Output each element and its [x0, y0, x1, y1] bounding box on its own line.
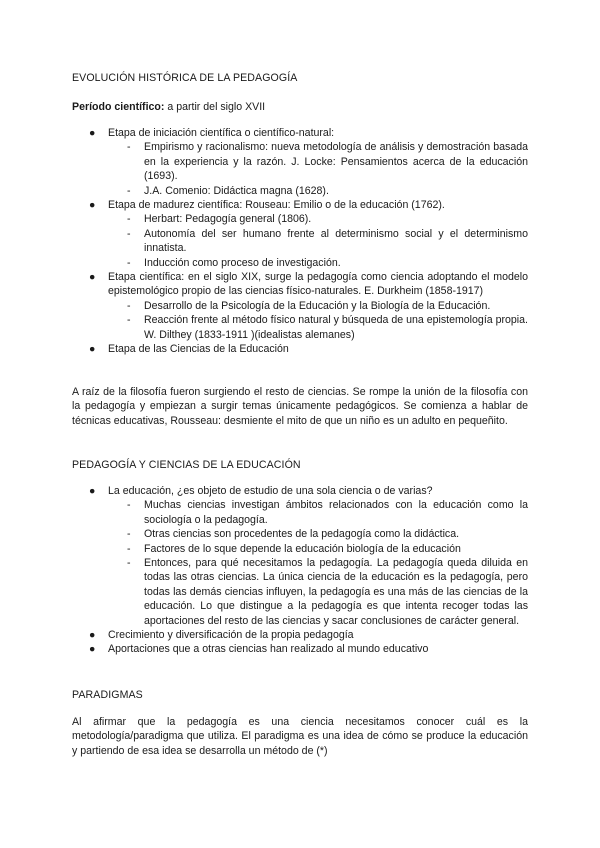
sub-list	[108, 212, 528, 270]
sub-list-item-text: Desarrollo de la Psicología de la Educación y la Biología de la Educación.	[144, 299, 491, 312]
dash-icon: -	[127, 227, 131, 240]
section1-list	[72, 126, 528, 357]
sub-list-item-text: Herbart: Pedagogía general (1806).	[144, 213, 312, 226]
paragraph-2: Al afirmar que la pedagogía es una ciencia necesitamos conocer cuál es la metodología/paradigma que utiliza. El paradigma es una idea de cómo se produce la educación y partiendo de esa idea se desarrolla un método de (*)	[72, 716, 528, 757]
sub-list-item	[108, 542, 528, 556]
dash-icon: -	[127, 141, 131, 154]
bullet-icon: ●	[89, 629, 96, 642]
period-text: a partir del siglo XVII	[164, 101, 266, 113]
list-item	[72, 628, 528, 642]
sub-list-item-text: Empirismo y racionalismo: nueva metodología de análisis y demostración basada en la experiencia y la razón. J. Locke: Pensamientos acerca de la educación (1693).	[144, 141, 528, 183]
sub-list-item	[108, 556, 528, 628]
list-item	[72, 642, 528, 656]
sub-list-item	[108, 227, 528, 256]
dash-icon: -	[127, 314, 131, 327]
dash-icon: -	[127, 499, 131, 512]
sub-list-item-text: Otras ciencias son procedentes de la pedagogía como la didáctica.	[144, 528, 460, 541]
sub-list-item-text: Autonomía del ser humano frente al determinismo social y el determinismo innatista.	[144, 227, 528, 255]
sub-list-item	[108, 140, 528, 183]
dash-icon: -	[127, 213, 131, 226]
bullet-icon: ●	[89, 199, 96, 212]
list-item-text: Aportaciones que a otras ciencias han realizado al mundo educativo	[108, 643, 429, 656]
sub-list-item	[108, 212, 528, 226]
sub-list-item-text: Muchas ciencias investigan ámbitos relacionados con la educación como la sociología o la pedagogía.	[144, 499, 528, 526]
heading-paradigmas: PARADIGMAS	[72, 689, 143, 701]
sub-list	[108, 299, 528, 342]
list-item	[72, 342, 528, 356]
list-item-text: Etapa científica: en el siglo XIX, surge la pedagogía como ciencia adoptando el modelo epistemológico propio de las ciencias físico-naturales. E. Durkheim (1858-1917)	[108, 271, 528, 298]
sub-list	[108, 498, 528, 628]
sub-list-item-text: J.A. Comenio: Didáctica magna (1628).	[144, 184, 329, 197]
dash-icon: -	[127, 256, 131, 269]
sub-list-item	[108, 527, 528, 541]
list-item-text: La educación, ¿es objeto de estudio de una sola ciencia o de varias?	[108, 485, 433, 497]
sub-list	[108, 140, 528, 198]
dash-icon: -	[127, 542, 131, 555]
section2-list	[72, 484, 528, 657]
sub-list-item	[108, 184, 528, 198]
dash-icon: -	[127, 528, 131, 541]
sub-list-item	[108, 299, 528, 313]
heading-pedagogia-ciencias: PEDAGOGÍA Y CIENCIAS DE LA EDUCACIÓN	[72, 459, 301, 471]
dash-icon: -	[127, 299, 131, 312]
list-item	[72, 198, 528, 270]
sub-list-item-text: Entonces, para qué necesitamos la pedagogía. La pedagogía queda diluida en todas las otras ciencias. La única ciencia de la educación es la pedagogía, pero todas las demás ciencias influyen, la pedagogía es una más de las ciencias de la educación. Lo que distingue a la pedagogía es que intenta recoger todas las aportaciones del resto de las ciencias y sacar conclusiones de carácter general.	[144, 557, 528, 627]
list-item-text: Etapa de las Ciencias de la Educación	[108, 343, 289, 356]
bullet-icon: ●	[89, 127, 96, 139]
sub-list-item-text: Inducción como proceso de investigación.	[144, 256, 341, 269]
bullet-icon: ●	[89, 485, 96, 497]
list-item-text: Crecimiento y diversificación de la propia pedagogía	[108, 629, 354, 642]
list-item	[72, 270, 528, 342]
sub-list-item	[108, 498, 528, 527]
sub-list-item-text: Reacción frente al método físico natural y búsqueda de una epistemología propia. W. Dilthey (1833-1911 )(idealistas alemanes)	[144, 314, 528, 341]
period-label: Período científico:	[72, 101, 165, 113]
bullet-icon: ●	[89, 643, 96, 656]
title-heading: EVOLUCIÓN HISTÓRICA DE LA PEDAGOGÍA	[72, 72, 298, 84]
dash-icon: -	[127, 557, 131, 570]
sub-list-item	[108, 313, 528, 342]
period-line	[72, 100, 528, 114]
bullet-icon: ●	[89, 343, 96, 356]
paragraph-1: A raíz de la filosofía fueron surgiendo el resto de ciencias. Se rompe la unión de la filosofía con la pedagogía y empiezan a surgir temas únicamente pedagógicos. Se comienza a hablar de técnicas educativas, Rousseau: desmiente el mito de que un niño es un adulto en pequeñito.	[72, 386, 528, 427]
list-item-text: Etapa de madurez científica: Rouseau: Emilio o de la educación (1762).	[108, 199, 445, 212]
bullet-icon: ●	[89, 271, 96, 284]
sub-list-item	[108, 256, 528, 270]
sub-list-item-text: Factores de lo sque depende la educación biología de la educación	[144, 542, 461, 555]
list-item	[72, 484, 528, 628]
list-item-text: Etapa de iniciación científica o científico-natural:	[108, 127, 335, 139]
dash-icon: -	[127, 184, 131, 197]
list-item	[72, 126, 528, 198]
